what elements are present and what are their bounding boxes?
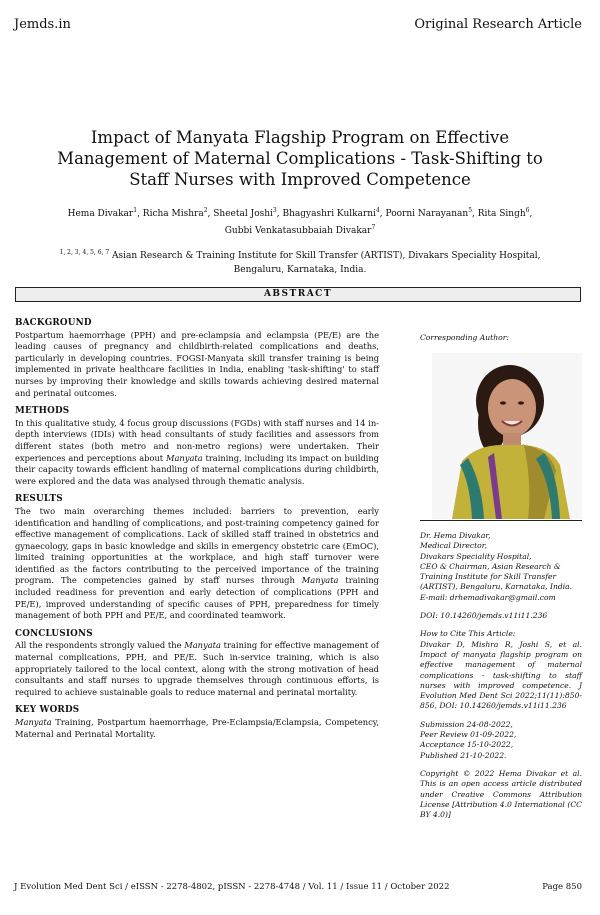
author-portrait-image — [432, 353, 582, 519]
journal-site: Jemds.in — [14, 17, 71, 32]
conclusions-text-part: training for effective management of maternal complications, PPH, and PE/E. Such in-service training, which is also appropriately tailored to the local context, along with the strong motivation of head consultants and staff nurses to upgrade themselves through continuous efforts, is required to achieve sustainable goals to reduce maternal and perinatal mortality. — [15, 640, 379, 697]
affiliation — [40, 246, 560, 277]
copyright-notice: Copyright © 2022 Hema Divakar et al. This is an open access article distributed under Creative Commons Attribution License [Attribution 4.0 International (CC BY 4.0)] — [420, 768, 582, 820]
corr-email[interactable]: E-mail: drhemadivakar@gmail.com — [420, 592, 556, 602]
results-text-part: The two main overarching themes included: barriers to prevention, early identification and handling of complications, and post-training competency gained for effective management of complications. Lack of skilled staff trained in obstetrics and gynaecology, gaps in basic knowledge and skills in emergency obstetric care (EmOC), limited training opportunities at the workplace, and high staff turnover were identified as the factors contributing to the perceived importance of the training program. The competencies gained by staff nurses through — [15, 505, 379, 586]
author-list: Hema Divakar$^1$, Richa Mishra$^2$, Sheetal Joshi$^3$, Bhagyashri Kulkarni$^4$, Poorni Narayanan$^5$, Rita Singh$^6$, Gubbi Venkatasubbaiah Divakar$^7$ — [67, 207, 533, 236]
article-dates — [420, 720, 582, 761]
corr-line: Training Institute for Skill Transfer — [420, 572, 557, 582]
results-text-emphasis: Manyata — [301, 575, 339, 586]
author-name: Bhagyashri Kulkarni — [282, 209, 376, 219]
author-photo — [432, 353, 582, 519]
author-name: Hema Divakar — [67, 209, 134, 219]
section-heading-background: BACKGROUND — [15, 318, 92, 328]
footer-journal-info: J Evolution Med Dent Sci / eISSN - 2278-4802, pISSN - 2278-4748 / Vol. 11 / Issue 11 / October 2022 — [14, 882, 450, 892]
conclusions-text-emphasis: Manyata — [184, 640, 221, 651]
abstract-body — [15, 318, 379, 747]
section-heading-results: RESULTS — [15, 494, 63, 505]
conclusions-text-part: All the respondents strongly valued the — [15, 640, 185, 651]
affiliation-indices: 1, 2, 3, 4, 5, 6, 7 — [59, 249, 110, 256]
submission-date: Submission 24-08-2022, — [420, 719, 513, 729]
corr-line: Medical Director, — [420, 541, 487, 551]
abstract-heading: ABSTRACT — [15, 287, 581, 302]
conclusions-text — [15, 640, 379, 698]
keywords-rest: Training, Postpartum haemorrhage, Pre-Eclampsia/Eclampsia, Competency, Maternal and Perinatal Mortality. — [15, 717, 379, 739]
article-title: Impact of Manyata Flagship Program on Effective Management of Maternal Complications - Task-Shifting to Staff Nurses with Improved Competence — [57, 128, 543, 189]
page-number: Page 850 — [542, 882, 582, 892]
acceptance-date: Acceptance 15-10-2022, — [420, 740, 514, 750]
affiliation-line-2: Bengaluru, Karnataka, India. — [233, 265, 367, 275]
results-text — [15, 506, 379, 622]
keywords-emphasis: Manyata — [15, 717, 52, 727]
section-heading-methods: METHODS — [15, 406, 70, 417]
corr-line: Dr. Hema Divakar, — [420, 531, 491, 540]
methods-text-part: In this qualitative study, 4 focus group discussions (FGDs) with staff nurses and 14 in-depth interviews (IDIs) with head consultants of study facilities and assessors from different states (both metro and non-metro regions) were undertaken. Their experiences and perceptions about — [15, 417, 379, 463]
author-name: Rita Singh — [477, 209, 526, 219]
how-to-cite — [420, 629, 582, 711]
author-name: Gubbi Venkatasubbaiah Divakar — [224, 226, 372, 236]
corr-line: (ARTIST), Bengaluru, Karnataka, India. — [420, 582, 573, 592]
author-name: Richa Mishra — [142, 209, 204, 219]
author-name: Sheetal Joshi — [213, 209, 273, 219]
author-index: 4 — [375, 207, 380, 214]
keywords-text — [15, 717, 379, 740]
methods-text — [15, 418, 379, 488]
corresponding-author-details — [420, 531, 582, 603]
corr-line: CEO & Chairman, Asian Research & — [420, 561, 561, 571]
sidebar-divider — [420, 520, 582, 521]
affiliation-line-1: Asian Research & Training Institute for Skill Transfer (ARTIST), Divakars Speciality Hospital, — [112, 251, 541, 261]
methods-text-part: training, including its impact on building their capacity towards efficient handling of maternal complications during childbirth, were explored and the data was analysed through thematic analysis. — [15, 452, 379, 486]
author-index: 7 — [371, 224, 376, 231]
author-index: 5 — [468, 207, 473, 214]
background-text: Postpartum haemorrhage (PPH) and pre-eclampsia and eclampsia (PE/E) are the leading causes of pregnancy and childbirth-related complications and deaths, particularly in developing countries. FOGSI-Manyata skill transfer training is being implemented in private healthcare facilities in India, enabling 'task-shifting' to staff nurses by improving their knowledge and skills towards achieving desired maternal and perinatal outcomes. — [15, 329, 379, 398]
corresponding-author-label: Corresponding Author: — [420, 333, 509, 342]
peer-review-date: Peer Review 01-09-2022, — [420, 730, 517, 740]
author-index: 1 — [133, 207, 138, 214]
published-date: Published 21-10-2022. — [420, 750, 507, 760]
section-heading-conclusions: CONCLUSIONS — [15, 628, 93, 639]
section-heading-keywords: KEY WORDS — [15, 705, 80, 716]
cite-label: How to Cite This Article: — [420, 629, 516, 639]
sidebar-details — [420, 531, 582, 828]
methods-text-emphasis: Manyata — [165, 452, 203, 463]
author-name: Poorni Narayanan — [385, 209, 469, 219]
results-text-part: training included readiness for prevention and early detection of complications (PPH and PE/E), improved understanding of specific causes of PPH, preparedness for timely management of both PPH and PE/E, and coordinated teamwork. — [15, 575, 379, 621]
cite-text: Divakar D, Mishra R, Joshi S, et al. Impact of manyata flagship program on effective management of maternal complications - task-shifting to staff nurses with improved competence. J Evolution Med Dent Sci 2022;11(11):850-856, DOI: 10.14260/jemds.v11i11.236 — [420, 639, 582, 711]
doi[interactable]: DOI: 10.14260/jemds.v11i11.236 — [420, 611, 548, 621]
author-index: 2 — [203, 207, 208, 214]
article-type: Original Research Article — [414, 17, 582, 32]
sidebar-corresponding-label-wrap — [420, 333, 582, 351]
author-index: 6 — [525, 207, 530, 214]
author-index: 3 — [272, 207, 277, 214]
corr-line: Divakars Speciality Hospital, — [420, 551, 532, 561]
